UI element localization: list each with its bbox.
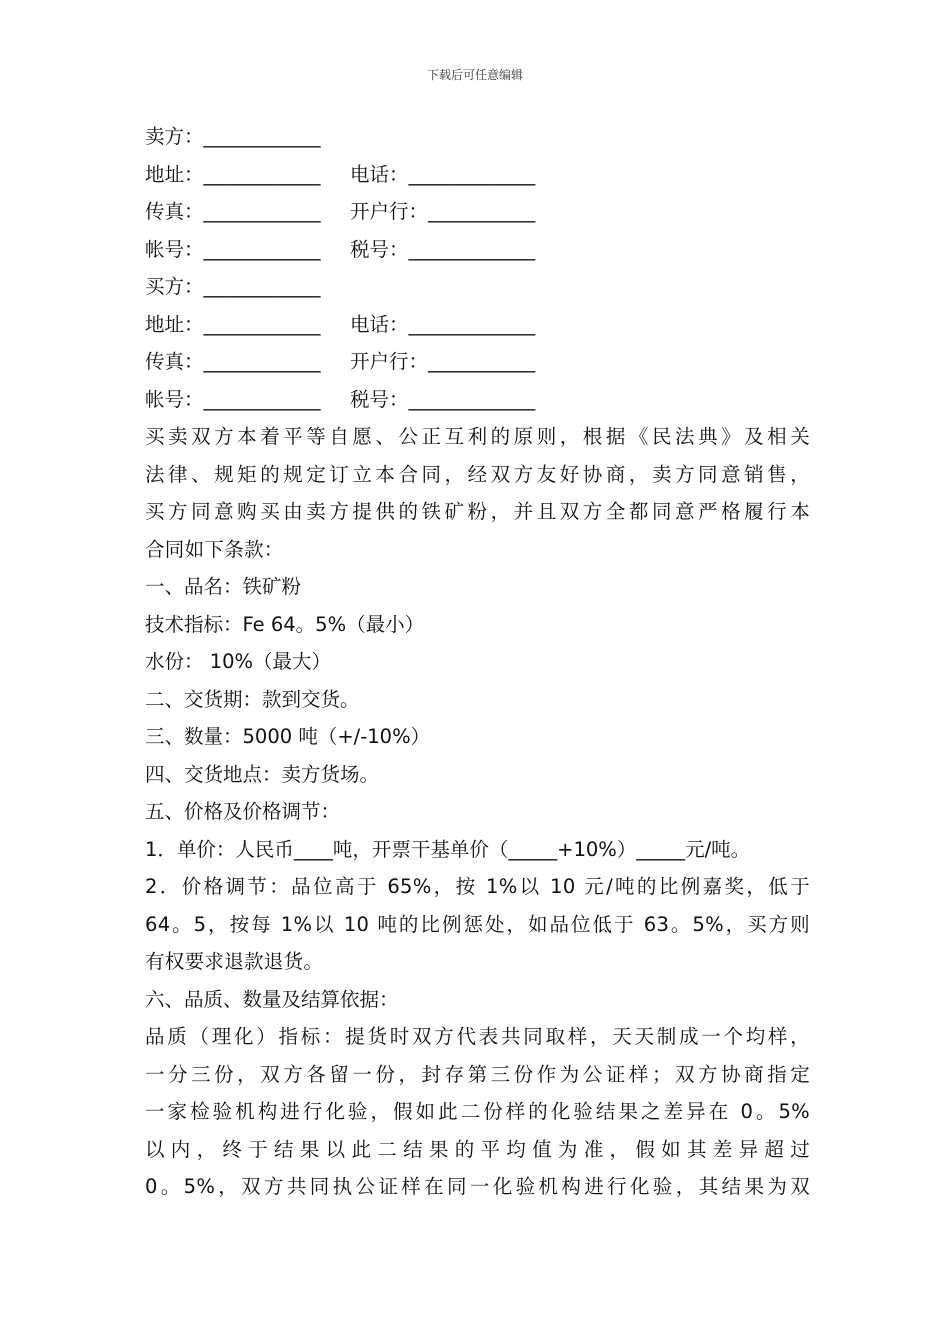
buyer-address: 地址：____________ [145, 312, 321, 336]
buyer-fax: 传真：____________ [145, 350, 321, 373]
price-adjust-line: 2．价格调节：品位高于 65%，按 1%以 10 元/吨的比例嘉奖，低于 [145, 875, 810, 898]
clause-product-name: 一、品名：铁矿粉 [145, 575, 302, 598]
quality-line: 以内，终于结果以此二结果的平均值为准，假如其差异超过 [145, 1137, 810, 1161]
buyer-phone: 电话：_____________ [350, 312, 536, 336]
quality-paragraph [145, 1018, 810, 1206]
seller-phone: 电话：_____________ [350, 162, 536, 186]
seller-address-row [145, 156, 810, 194]
clauses [145, 568, 810, 868]
intro-line: 买方同意购买由卖方提供的铁矿粉，并且双方全都同意严格履行本 [145, 500, 810, 523]
page-header-note: 下载后可任意编辑 [426, 68, 523, 82]
price-adjust-line: 64。5，按每 1%以 10 吨的比例惩处，如品位低于 63。5%，买方则 [145, 912, 810, 936]
buyer-fax-row [145, 343, 810, 381]
seller-party-row [145, 118, 810, 156]
quality-line: 一分三份，双方各留一份，封存第三份作为公证样；双方协商指定 [145, 1062, 810, 1086]
price-adjust-line: 有权要求退款退货。 [145, 950, 324, 973]
quality-line: 一家检验机构进行化验，假如此二份样的化验结果之差异在 0。5% [145, 1100, 810, 1123]
quality-line: 0。5%，双方共同执公证样在同一化验机构进行化验，其结果为双 [145, 1175, 810, 1198]
section6-title: 六、品质、数量及结算依据： [145, 987, 399, 1011]
clause-delivery-place: 四、交货地点：卖方货场。 [145, 762, 380, 786]
intro-line: 合同如下条款： [145, 537, 284, 561]
seller-account: 帐号：____________ [145, 237, 321, 261]
buyer-account-row [145, 381, 810, 419]
seller-tax: 税号：_____________ [350, 237, 536, 261]
quality-line: 品质（理化）指标：提货时双方代表共同取样，天天制成一个均样， [145, 1025, 810, 1048]
seller-fax: 传真：____________ [145, 200, 321, 223]
clause-technical-spec: 技术指标：Fe 64。5%（最小） [145, 612, 425, 636]
clause-moisture: 水份： 10%（最大） [145, 650, 332, 673]
clause-unit-price: 1．单价：人民币____吨，开票干基单价（_____+10%）_____元/吨。 [145, 837, 751, 861]
buyer-address-row [145, 306, 810, 344]
buyer-account: 帐号：____________ [145, 387, 321, 411]
intro-line: 法律、规矩的规定订立本合同，经双方友好协商，卖方同意销售， [145, 462, 810, 486]
intro-line: 买卖双方本着平等自愿、公正互利的原则，根据《民法典》及相关 [145, 425, 810, 448]
clause-delivery-time: 二、交货期：款到交货。 [145, 687, 360, 711]
seller-bank: 开户行：___________ [350, 200, 536, 223]
buyer-tax: 税号：_____________ [350, 387, 536, 411]
contract-body [145, 118, 810, 1206]
seller-party: 卖方：____________ [145, 125, 321, 148]
buyer-party: 买方：____________ [145, 275, 321, 298]
seller-address: 地址：____________ [145, 162, 321, 186]
clause-price-title: 五、价格及价格调节： [145, 800, 341, 823]
intro-paragraph [145, 418, 810, 568]
price-adjust-paragraph [145, 868, 810, 981]
buyer-bank: 开户行：___________ [350, 350, 536, 373]
seller-account-row [145, 231, 810, 269]
seller-fax-row [145, 193, 810, 231]
clause-quantity: 三、数量：5000 吨（+/-10%） [145, 725, 431, 748]
buyer-party-row [145, 268, 810, 306]
